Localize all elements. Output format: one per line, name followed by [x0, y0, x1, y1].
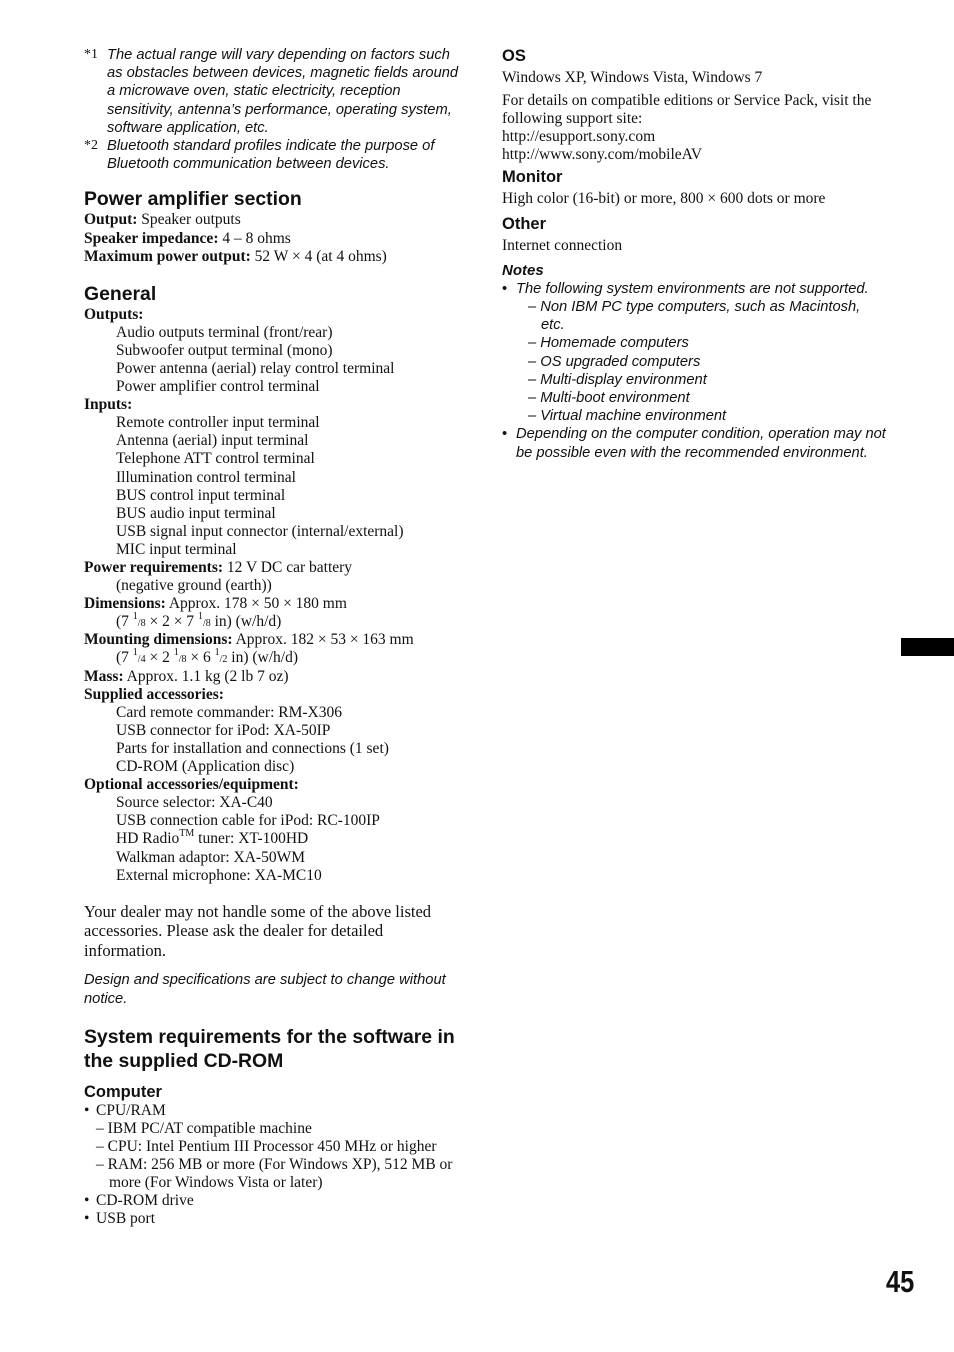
power-amp-heading: Power amplifier section: [84, 188, 302, 211]
os-text: Windows XP, Windows Vista, Windows 7: [502, 69, 763, 86]
right-column: [502, 46, 887, 462]
support-url-1: http://esupport.sony.com: [502, 128, 656, 146]
notes-list: • The following system environments are not supported. – Non IBM PC type computers, such as Macintosh, etc. – Homemade computers – OS upgraded computers – Multi-display environment – Multi-boot environment – Virtual machine environment • Depending on the computer condition, operation may not be possible even with the recommended environment.: [502, 280, 886, 461]
computer-heading: Computer: [84, 1082, 162, 1101]
sysreq-heading: System requirements for the software in the supplied CD-ROM: [84, 1025, 455, 1072]
supplied-list: Card remote commander: RM-X306 USB connector for iPod: XA-50IP Parts for installation and connections (1 set) CD-ROM (Application disc): [116, 703, 389, 776]
support-url-2: http://www.sony.com/mobileAV: [502, 146, 703, 164]
footnote-2: *2 Bluetooth standard profiles indicate the purpose of Bluetooth communication between devices.: [84, 138, 435, 173]
power-amp-specs: Output: Speaker outputs Speaker impedance: 4 – 8 ohms Maximum power output: 52 W × 4 (at 4 ohms): [84, 211, 387, 265]
mounting-inches: (7 $^1$/4 × 2 $^1$/8 × 6 $^1$/2 in) (w/h/d): [116, 647, 298, 667]
dealer-note: Your dealer may not handle some of the above listed accessories. Please ask the dealer for detailed information.: [84, 901, 432, 960]
monitor-heading: Monitor: [502, 168, 563, 187]
monitor-text: High color (16-bit) or more, 800 × 600 dots or more: [502, 190, 826, 208]
outputs-list: Audio outputs terminal (front/rear) Subwoofer output terminal (mono) Power antenna (aerial) relay control terminal Power amplifier control terminal: [116, 323, 395, 396]
footnote-1: *1 The actual range will vary depending on factors such as obstacles between devices, magnetic fields around a microwave oven, static electricity, reception sensitivity, antenna’s performance, operating system, software application, etc.: [84, 47, 459, 136]
other-heading: Other: [502, 214, 547, 233]
general-specs: Outputs: Audio outputs terminal (front/rear) Subwoofer output terminal (mono) Power antenna (aerial) relay control terminal Power amplifier control terminal Inputs: Remote controller input terminal Antenna (aerial) input terminal Telephone ATT control terminal Illumination control terminal BUS control input terminal BUS audio input terminal USB signal input connector (internal/external) MIC input terminal Power requirements: 12 V DC car battery (negative ground (earth)) Dimensions: Approx. 178 × 50 × 180 mm (7 $^1$/8 × 2 × 7 $^1$/8 in) (w/h/d) Mounting dimensions: Approx. 182 × 53 × 163 mm (7 $^1$/4 × 2 $^1$/8 × 6 $^1$/2 in) (w/h/d) Mass: Approx. 1.1 kg (2 lb 7 oz) Supplied accessories: Card remote commander: RM-X306 USB connector for iPod: XA-50IP Parts for installation and connections (1 set) CD-ROM (Application disc) Optional accessories/equipment: Source selector: XA-C40 USB connection cable for iPod: RC-100IP HD Radio™ tuner: XT-100HD Walkman adaptor: XA-50WM External microphone: XA-MC10: [84, 306, 464, 885]
os-details: For details on compatible editions or Service Pack, visit the following support site:: [502, 92, 872, 128]
computer-requirements: • CPU/RAM – IBM PC/AT compatible machine – CPU: Intel Pentium III Processor 450 MHz or higher – RAM: 256 MB or more (For Windows XP), 512 MB or more (For Windows Vista or later) • CD-ROM drive • USB port: [84, 1101, 453, 1228]
other-text: Internet connection: [502, 236, 623, 254]
optional-list: Source selector: XA-C40 USB connection cable for iPod: RC-100IP HD Radio™ tuner: XT-100HD Walkman adaptor: XA-50WM External microphone: XA-MC10: [116, 794, 380, 884]
general-heading: General: [84, 282, 157, 305]
inputs-list: Remote controller input terminal Antenna (aerial) input terminal Telephone ATT control terminal Illumination control terminal BUS control input terminal BUS audio input terminal USB signal input connector (internal/external) MIC input terminal: [116, 414, 404, 558]
page-number: 45: [886, 1264, 915, 1299]
notes-heading: Notes: [502, 261, 544, 279]
section-tab-marker: [901, 638, 954, 656]
left-column: [84, 46, 464, 1229]
design-note: Design and specifications are subject to change without notice.: [84, 972, 446, 1007]
os-heading: OS: [502, 47, 526, 65]
dimensions-inches: (7 $^1$/8 × 2 × 7 $^1$/8 in) (w/h/d): [116, 611, 282, 631]
